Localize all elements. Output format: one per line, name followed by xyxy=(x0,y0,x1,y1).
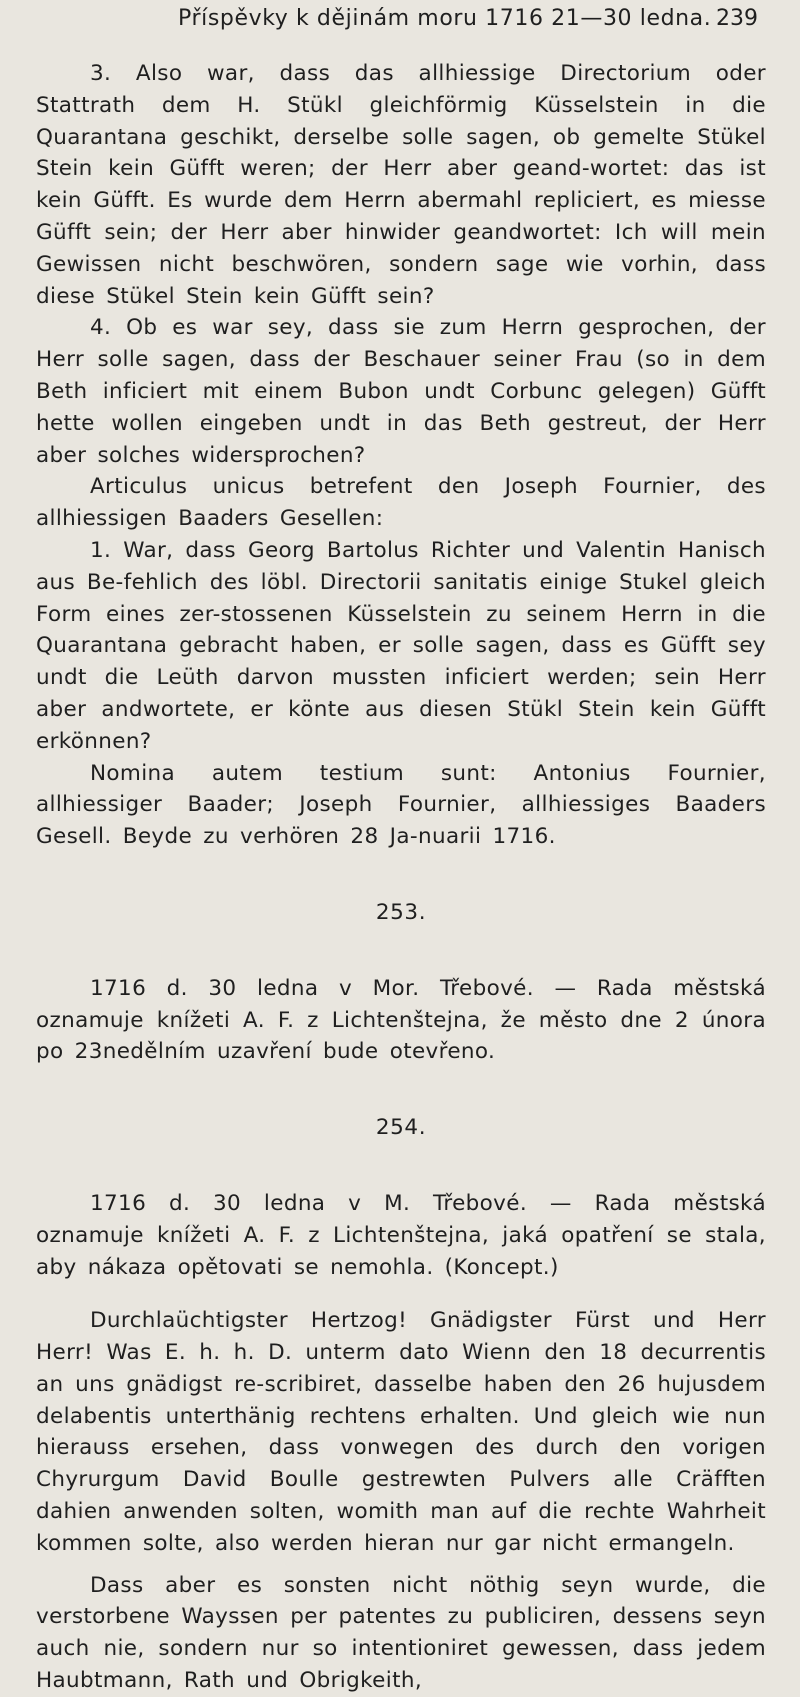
section-gap xyxy=(36,1283,766,1305)
document-body xyxy=(36,58,766,1697)
document-number-254: 254. xyxy=(375,1115,427,1141)
paragraph-article-4: 4. Ob es war sey, dass sie zum Herrn gesprochen, der Herr solle sagen, dass der Beschauer seiner Frau (so in dem Beth inficiert mit einem Bubon undt Corbunc gelegen) Güfft hette wollen eingeben undt in das Beth gestreut, der Herr aber solches widersprochen? xyxy=(36,315,766,468)
paragraph-gap xyxy=(36,1560,766,1570)
paragraph-witnesses: Nomina autem testium sunt: Antonius Fournier, allhiessiger Baader; Joseph Fournier, allhiessiges Baaders Gesell. Beyde zu verhören 28 Ja-nuarii 1716. xyxy=(36,760,766,850)
page-number: 239 xyxy=(716,6,758,31)
paragraph-article-3: 3. Also war, dass das allhiessige Directorium oder Stattrath dem H. Stükl gleichförmig Küsselstein in die Quarantana geschikt, derselbe solle sagen, ob gemelte Stükel Stein kein Güfft weren; der Herr aber geand-wortet: das ist kein Güfft. Es wurde dem Herrn abermahl repliciert, es miesse Güfft sein; der Herr aber hinwider geandwortet: Ich will mein Gewissen nicht beschwören, sondern sage wie vorhin, dass diese Stükel Stein kein Güfft sein? xyxy=(36,61,766,309)
page-header xyxy=(0,6,800,42)
document-number-253: 253. xyxy=(375,899,427,925)
running-title: Příspěvky k dějinám moru 1716 21—30 ledna. xyxy=(178,6,712,31)
letter-paragraph-2: Dass aber es sonsten nicht nöthig seyn wurde, die verstorbene Wayssen per patentes zu publiciren, dessens seyn auch nie, sondern nur so intentioniret gewessen, dass jedem Haubtmann, Rath und Obrigkeith, xyxy=(36,1572,766,1694)
regest-254: 1716 d. 30 ledna v M. Třebové. — Rada městská oznamuje knížeti A. F. z Lichtenštejna, jaká opatření se stala, aby nákaza opětovati se nemohla. (Koncept.) xyxy=(36,1190,766,1280)
paragraph-articulus-unicus: Articulus unicus betrefent den Joseph Fournier, des allhiessigen Baaders Gesellen: xyxy=(36,474,766,532)
regest-253: 1716 d. 30 ledna v Mor. Třebové. — Rada městská oznamuje knížeti A. F. z Lichtenštejna, že město dne 2 února po 23nedělním uzavření bude otevřeno. xyxy=(36,975,766,1065)
letter-paragraph-1: Durchlaüchtigster Hertzog! Gnädigster Fürst und Herr Herr! Was E. h. h. D. unterm dato Wienn den 18 decurrentis an uns gnädigst re-scribiret, dasselbe haben den 26 hujusdem delabentis unterthänig rechtens erhalten. Und gleich wie nun hierauss ersehen, dass vonwegen des durch den vorigen Chyrurgum David Boulle gestrewten Pulvers alle Cräfften dahien anwenden solten, womith man auf die rechte Wahrheit kommen solte, also werden hieran nur gar nicht ermangeln. xyxy=(36,1308,766,1556)
paragraph-joseph-fournier-1: 1. War, dass Georg Bartolus Richter und Valentin Hanisch aus Be-fehlich des löbl. Directorii sanitatis einige Stukel gleich Form eines zer-stossenen Küsselstein zu seinem Herrn in die Quarantana gebracht haben, er solle sagen, dass es Güfft sey undt die Leüth darvon mussten inficiert werden; sein Herr aber andwortete, er könte aus diesen Stükl Stein kein Güfft erkönnen? xyxy=(36,537,766,754)
